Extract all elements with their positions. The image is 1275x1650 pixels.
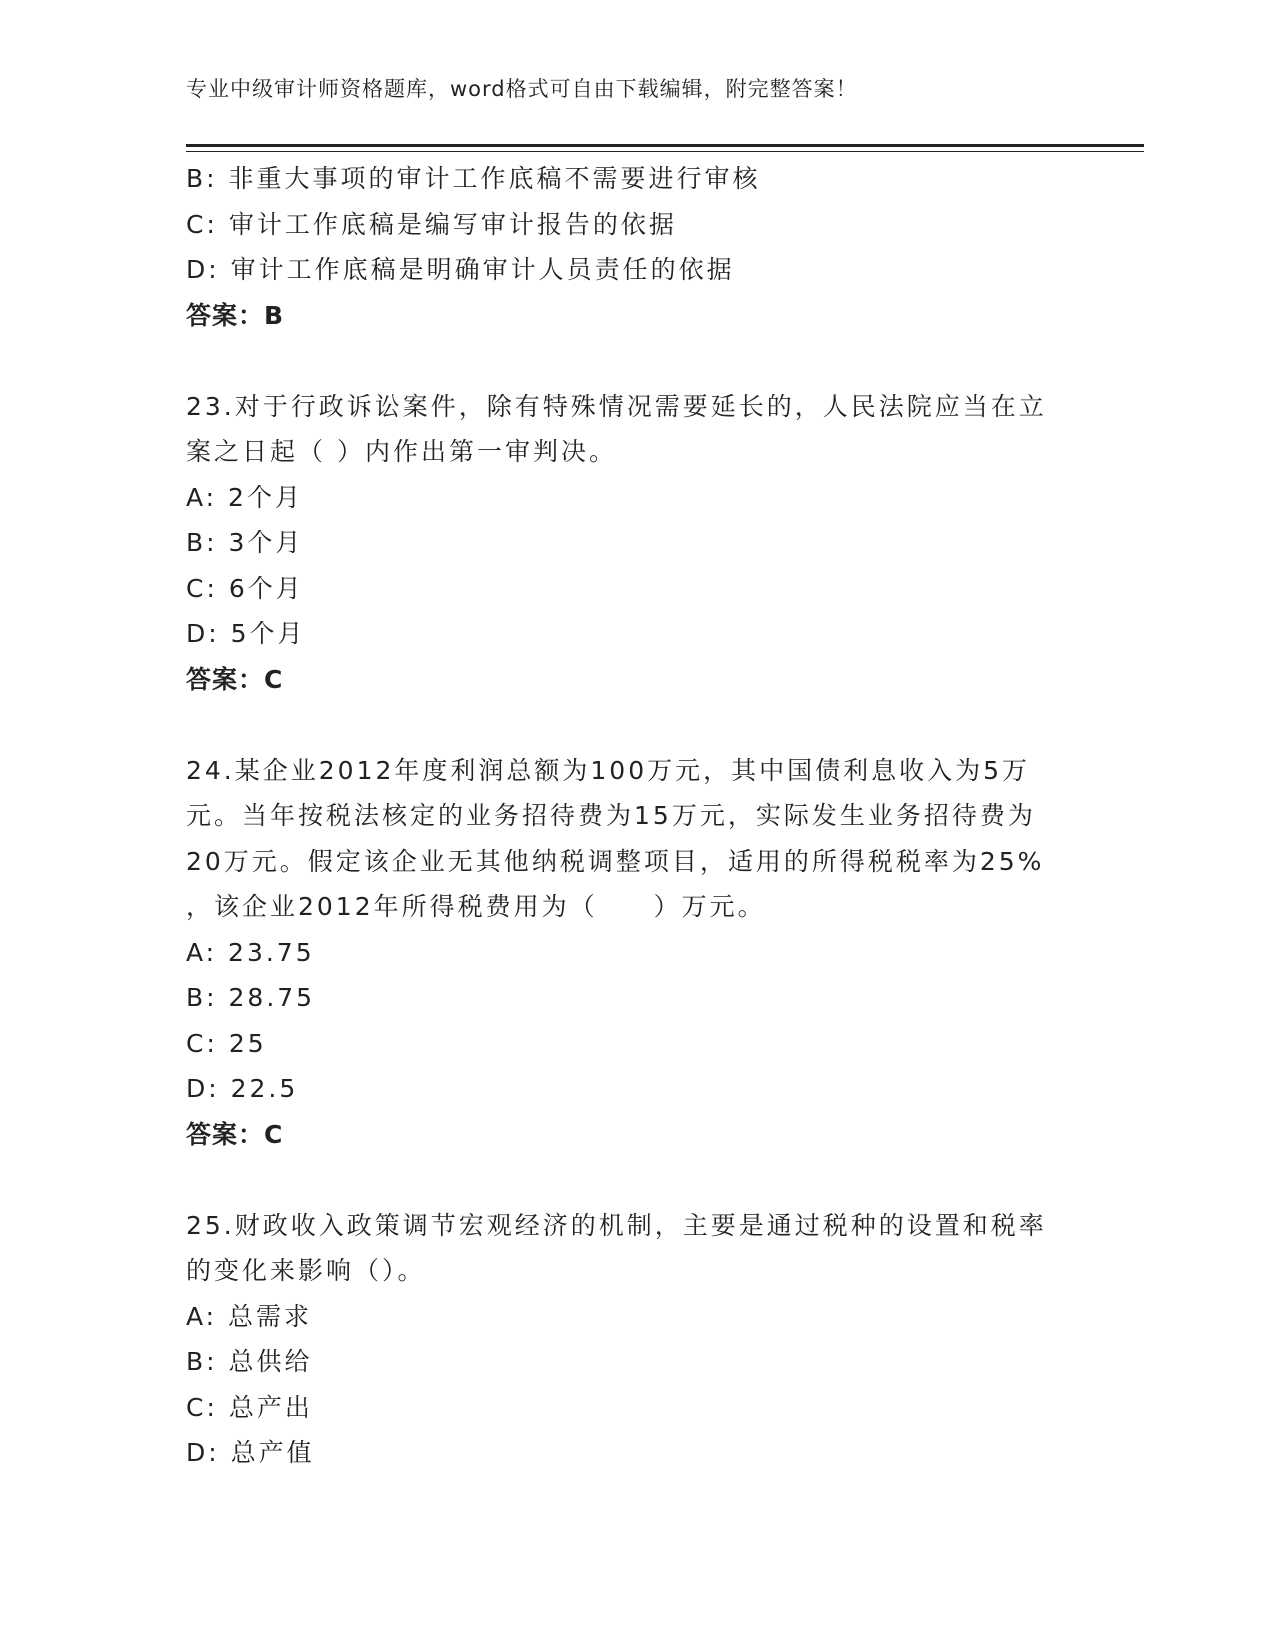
text-line: B: 总供给	[186, 1347, 313, 1376]
text-line: A: 23.75	[186, 937, 315, 967]
page-header: 专业中级审计师资格题库，word格式可自由下载编辑，附完整答案！	[186, 77, 858, 101]
text-line: A: 总需求	[186, 1301, 313, 1331]
text-line: D: 5个月	[186, 619, 306, 648]
text-line: 案之日起（ ）内作出第一审判决。	[186, 437, 617, 466]
text-line: D: 22.5	[186, 1074, 299, 1103]
text-line: B: 28.75	[186, 983, 316, 1012]
text-line: 24.某企业2012年度利润总额为100万元，其中国债利息收入为5万	[186, 755, 1031, 785]
text-line: 的变化来影响（）。	[186, 1256, 426, 1285]
text-line: D: 总产值	[186, 1438, 315, 1467]
paragraph-gap	[186, 1157, 1086, 1203]
text-line: 23.对于行政诉讼案件，除有特殊情况需要延长的，人民法院应当在立	[186, 391, 1047, 421]
text-line: ，该企业2012年所得税费用为（ ）万元。	[186, 892, 766, 921]
text-line: 20万元。假定该企业无其他纳税调整项目，适用的所得税税率为25%	[186, 846, 1045, 876]
answer-line: 答案：B	[186, 300, 285, 330]
text-line: C: 审计工作底稿是编写审计报告的依据	[186, 209, 677, 239]
question-content	[186, 156, 1086, 1476]
text-line: 25.财政收入政策调节宏观经济的机制，主要是通过税种的设置和税率	[186, 1210, 1047, 1240]
header-rule-thin	[186, 151, 1144, 152]
text-line: C: 25	[186, 1028, 267, 1058]
text-line: D: 审计工作底稿是明确审计人员责任的依据	[186, 255, 735, 284]
text-line: 元。当年按税法核定的业务招待费为15万元，实际发生业务招待费为	[186, 801, 1036, 830]
paragraph-gap	[186, 702, 1086, 748]
header-rule-thick	[186, 144, 1144, 147]
text-line: A: 2个月	[186, 482, 303, 512]
text-line: C: 6个月	[186, 573, 304, 603]
answer-line: 答案：C	[186, 664, 284, 694]
text-line: C: 总产出	[186, 1392, 313, 1422]
answer-line: 答案：C	[186, 1119, 284, 1149]
text-line: B: 3个月	[186, 528, 304, 557]
text-line: B: 非重大事项的审计工作底稿不需要进行审核	[186, 164, 761, 193]
paragraph-gap	[186, 338, 1086, 384]
